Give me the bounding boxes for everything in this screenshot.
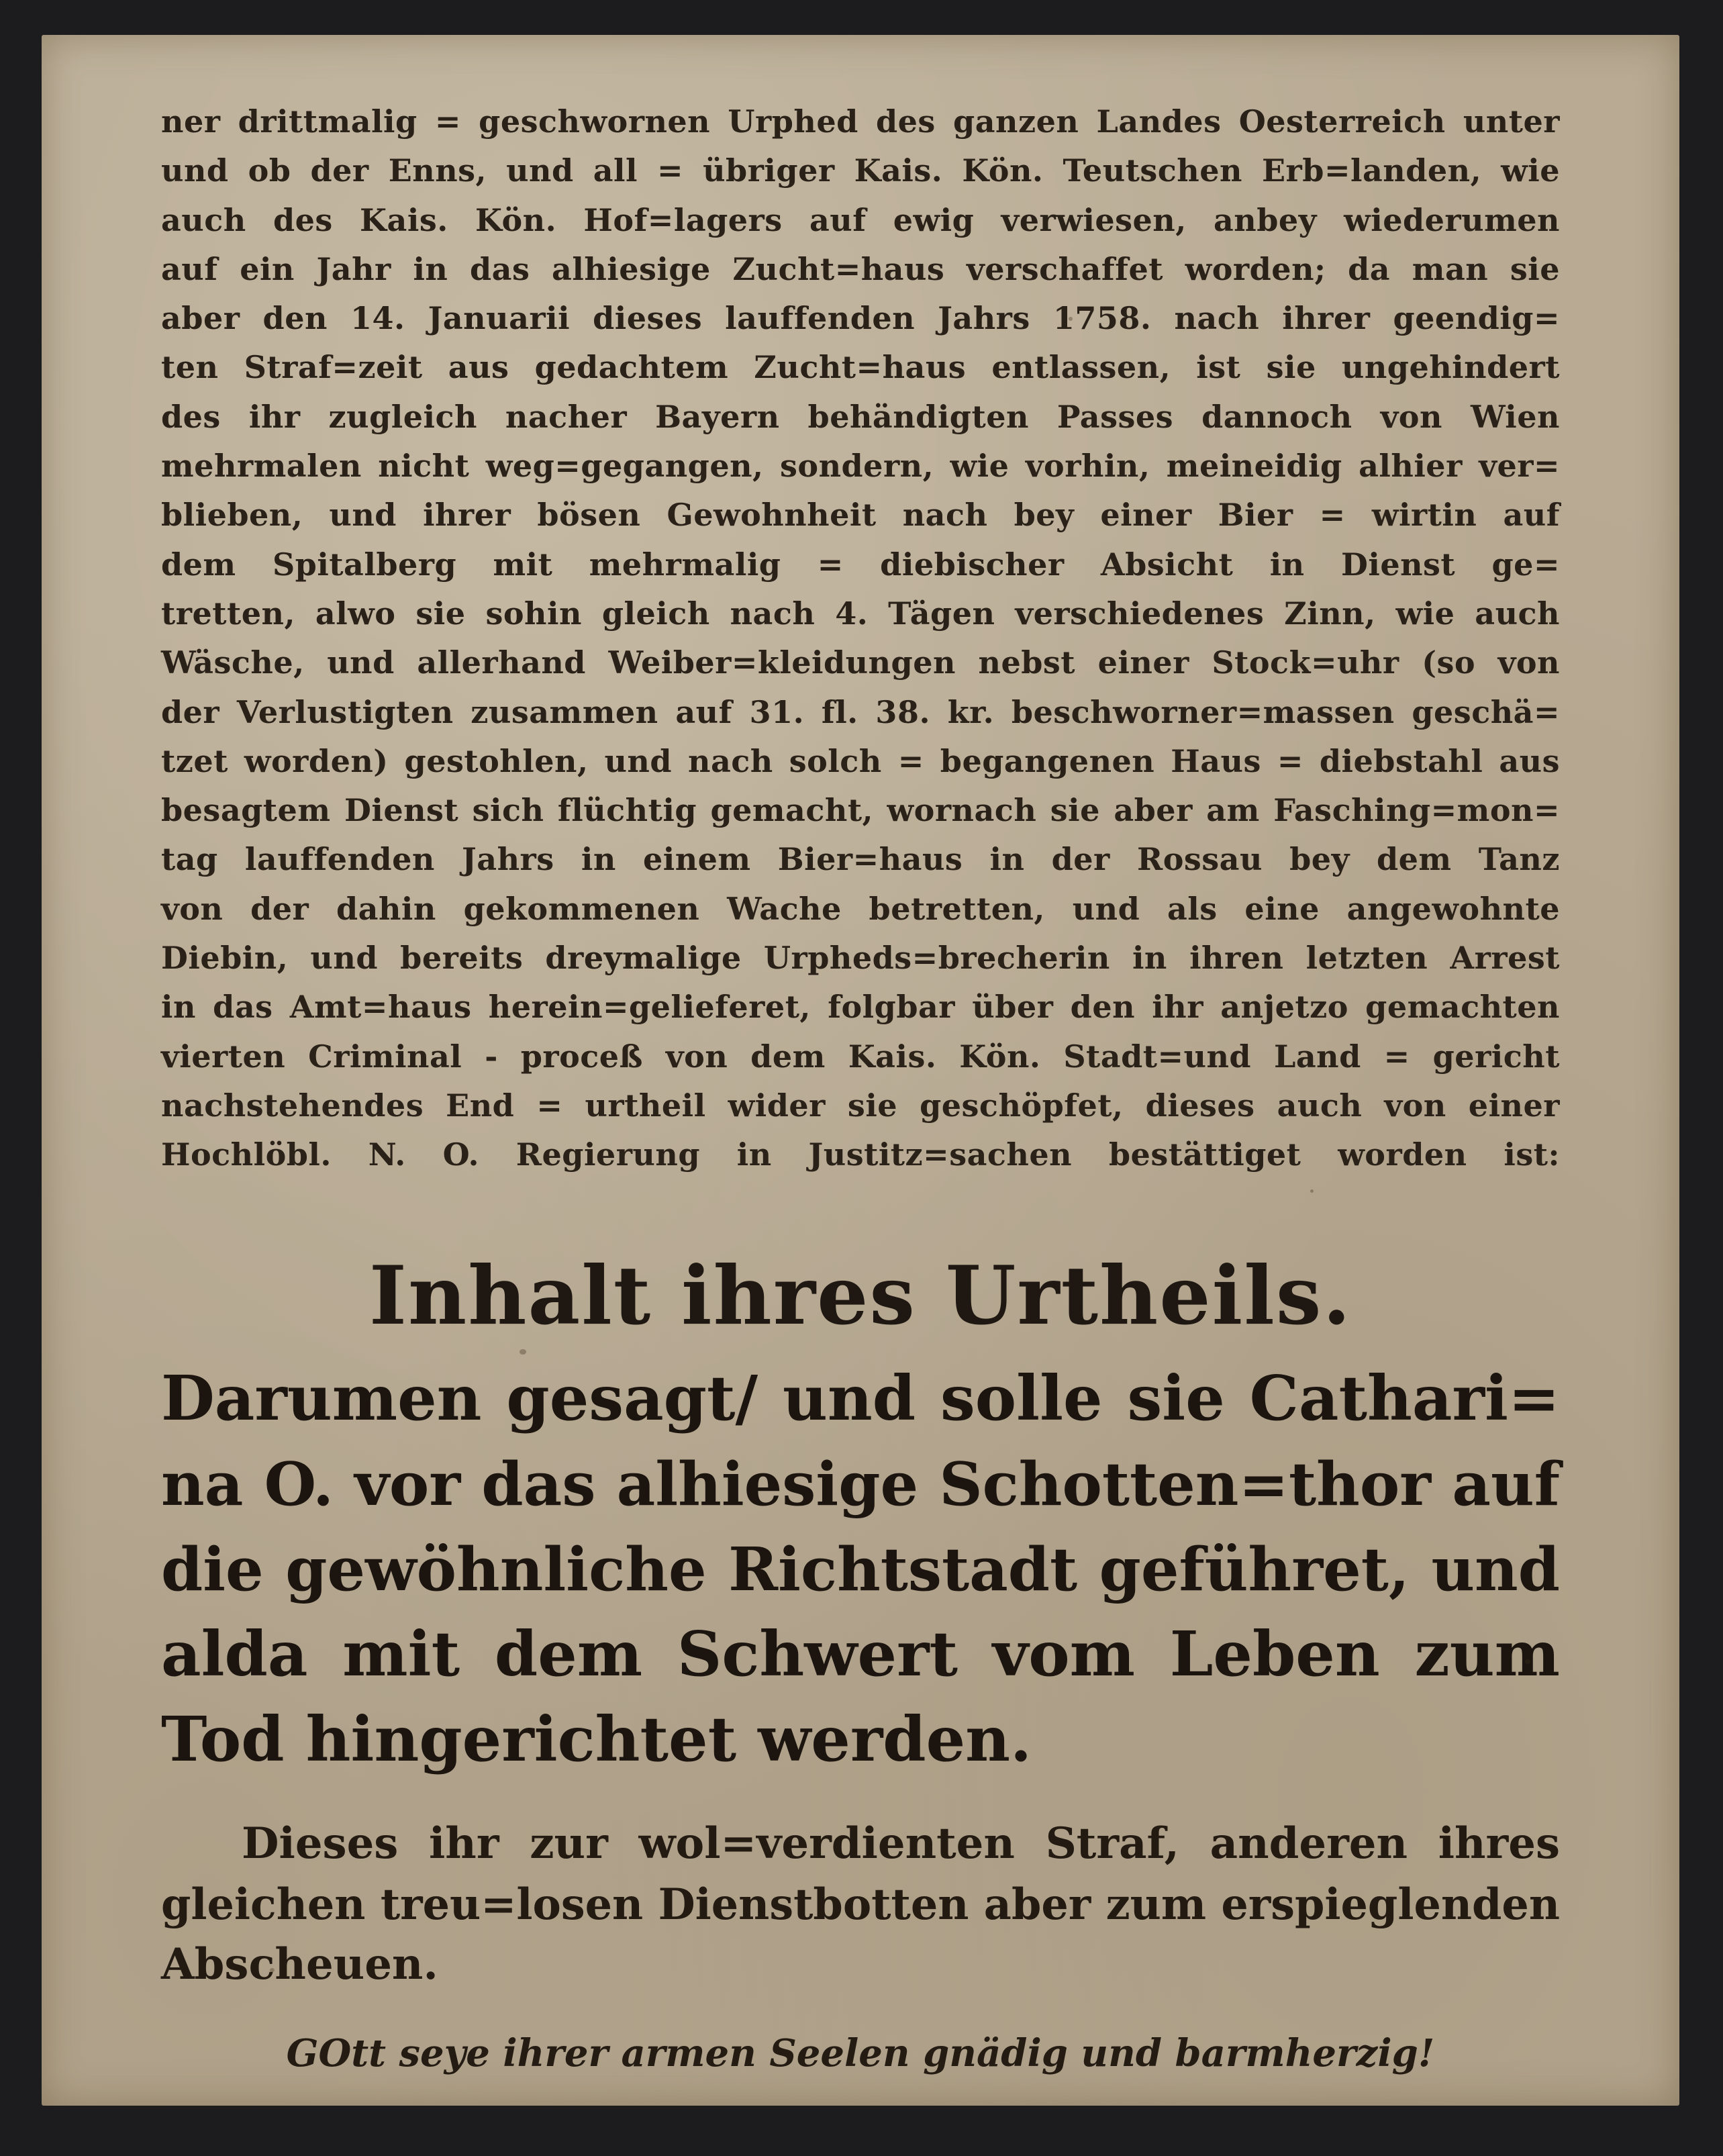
verdict-line: Darumen gesagt/ und solle sie Cathari=: [161, 1362, 1560, 1434]
body-line: Diebin, und bereits dreymalige Urpheds=brecherin in ihren letzten Arrest: [161, 940, 1560, 977]
document-page: [42, 35, 1679, 2106]
body-line: aber den 14. Januarii dieses lauffenden Jahrs 1758. nach ihrer geendig=: [161, 300, 1560, 337]
body-line: tag lauffenden Jahrs in einem Bier=haus in der Rossau bey dem Tanz: [161, 841, 1560, 878]
closing-line: Dieses ihr zur wol=verdienten Straf, anderen ihres: [242, 1818, 1560, 1869]
verdict-line: alda mit dem Schwert vom Leben zum: [161, 1618, 1560, 1690]
body-line: in das Amt=haus herein=gelieferet, folgbar über den ihr anjetzo gemachten: [161, 989, 1560, 1026]
verdict-paragraph: [161, 1356, 1560, 1782]
body-line: und ob der Enns, und all = übriger Kais. Kön. Teutschen Erb=landen, wie: [161, 152, 1560, 189]
body-line: Wäsche, und allerhand Weiber=kleidungen nebst einer Stock=uhr (so von: [161, 644, 1560, 681]
verdict-line: na O. vor das alhiesige Schotten=thor auf: [161, 1449, 1560, 1519]
body-line: tzet worden) gestohlen, und nach solch = begangenen Haus = diebstahl aus: [161, 742, 1560, 779]
closing-paragraph: [161, 1814, 1560, 1995]
body-line: auch des Kais. Kön. Hof=lagers auf ewig verwiesen, anbey wiederumen: [161, 201, 1560, 238]
body-line: besagtem Dienst sich flüchtig gemacht, wornach sie aber am Fasching=mon=: [161, 792, 1560, 829]
body-line: auf ein Jahr in das alhiesige Zucht=haus verschaffet worden; da man sie: [161, 250, 1560, 287]
body-line: nachstehendes End = urtheil wider sie geschöpfet, dieses auch von einer: [161, 1087, 1560, 1124]
body-line: dem Spitalberg mit mehrmalig = diebischer Absicht in Dienst ge=: [161, 546, 1560, 583]
body-paragraph: [161, 97, 1560, 1180]
verdict-heading: Inhalt ihres Urtheils.: [368, 1248, 1352, 1343]
body-line: Hochlöbl. N. O. Regierung in Justitz=sachen bestättiget worden ist:: [161, 1136, 1560, 1173]
closing-prayer: GOtt seye ihrer armen Seelen gnädig und barmherzig!: [286, 2031, 1435, 2075]
closing-line: gleichen treu=losen Dienstbotten aber zum erspieglenden: [161, 1879, 1560, 1929]
verdict-line: die gewöhnliche Richtstadt geführet, und: [161, 1534, 1560, 1604]
body-line: der Verlustigten zusammen auf 31. fl. 38. kr. beschworner=massen geschä=: [161, 693, 1560, 730]
closing-line: Abscheuen.: [161, 1939, 438, 1990]
body-line: mehrmalen nicht weg=gegangen, sondern, wie vorhin, meineidig alhier ver=: [161, 448, 1560, 485]
body-line: von der dahin gekommenen Wache betretten, und als eine angewohnte: [161, 890, 1560, 927]
body-line: ner drittmalig = geschwornen Urphed des ganzen Landes Oesterreich unter: [161, 103, 1560, 140]
body-line: tretten, alwo sie sohin gleich nach 4. Tägen verschiedenes Zinn, wie auch: [161, 595, 1560, 632]
body-line: blieben, und ihrer bösen Gewohnheit nach bey einer Bier = wirtin auf: [161, 497, 1560, 534]
verdict-line: Tod hingerichtet werden.: [161, 1703, 1032, 1775]
body-line: des ihr zugleich nacher Bayern behändigten Passes dannoch von Wien: [161, 398, 1560, 435]
body-line: ten Straf=zeit aus gedachtem Zucht=haus entlassen, ist sie ungehindert: [161, 349, 1560, 386]
body-line: vierten Criminal - proceß von dem Kais. Kön. Stadt=und Land = gericht: [161, 1038, 1560, 1075]
